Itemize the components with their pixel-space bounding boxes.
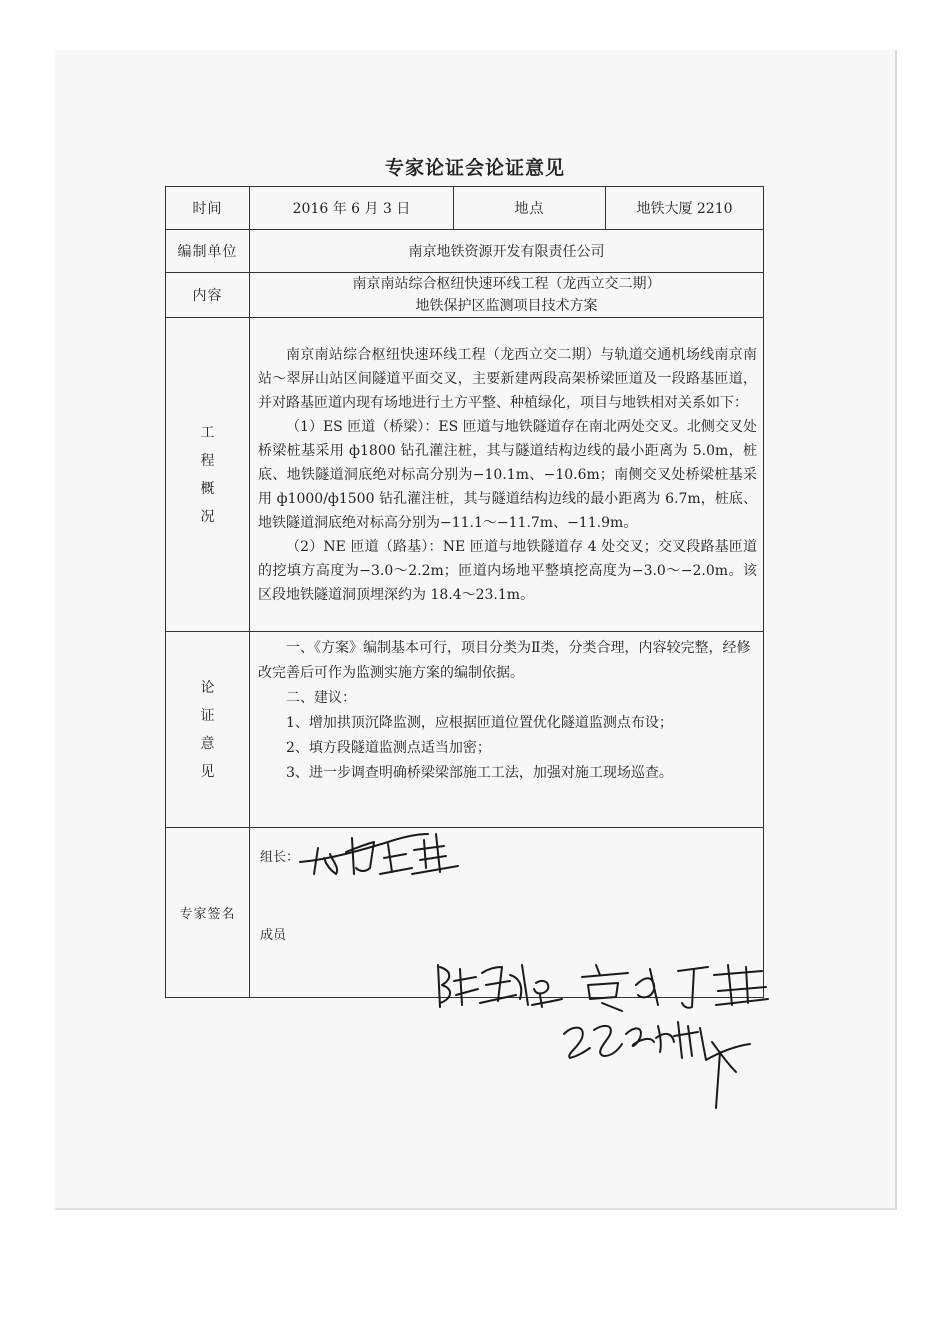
row-opinion xyxy=(166,632,764,828)
opinion-label-char: 证 xyxy=(200,707,215,724)
content-value xyxy=(250,273,764,318)
overview-paragraph: （1）ES 匝道（桥梁）：ES 匝道与地铁隧道存在南北两处交叉。北侧交叉处桥梁桩基采用 ф1800 钻孔灌注桩，其与隧道结构边线的最小距离为 5.0m，桩底、地铁隧道洞底绝对标高分别为−10.1m、−10.6m；南侧交叉处桥梁桩基采用 ф1000/ф1500 钻孔灌注桩，其与隧道结构边线的最小距离为 6.7m，桩底、地铁隧道洞底绝对标高分别为−11.1～−11.7m、−11.9m。 xyxy=(258,418,757,531)
signature-label: 专家签名 xyxy=(166,828,250,998)
unit-label: 编制单位 xyxy=(166,230,250,273)
opinion-label-char: 见 xyxy=(200,763,215,780)
opinion-label-char: 论 xyxy=(200,679,215,696)
overview-label-char: 工 xyxy=(200,424,215,441)
overview-text xyxy=(250,318,764,632)
location-value: 地铁大厦 2210 xyxy=(606,187,764,230)
content-line-1: 南京南站综合枢纽快速环线工程（龙西立交二期） xyxy=(352,276,661,292)
row-content xyxy=(166,273,764,318)
opinion-line: 3、进一步调查明确桥梁梁部施工工法，加强对施工现场巡查。 xyxy=(286,765,673,781)
overview-paragraph: （2）NE 匝道（路基）：NE 匝道与地铁隧道存 4 处交叉；交叉段路基匝道的挖填方高度为−3.0～2.2m；匝道内场地平整填挖高度为−3.0～−2.0m。该区段地铁隧道洞顶埋深约为 18.4～23.1m。 xyxy=(258,538,757,603)
opinion-line: 2、填方段隧道监测点适当加密； xyxy=(286,740,491,756)
row-overview xyxy=(166,318,764,632)
location-label: 地点 xyxy=(454,187,606,230)
opinion-label-char: 意 xyxy=(200,735,215,752)
content-label: 内容 xyxy=(166,273,250,318)
leader-signature xyxy=(296,828,476,880)
member-signature-2 xyxy=(560,1012,760,1112)
opinion-label xyxy=(166,632,250,828)
overview-label-char: 概 xyxy=(200,480,215,497)
leader-label: 组长： xyxy=(260,850,300,865)
time-label: 时间 xyxy=(166,187,250,230)
content-line-2: 地铁保护区监测项目技术方案 xyxy=(415,298,598,314)
member-signature-1 xyxy=(432,955,772,1015)
row-time-location xyxy=(166,187,764,230)
overview-label-char: 况 xyxy=(200,508,215,525)
overview-paragraph: 南京南站综合枢纽快速环线工程（龙西立交二期）与轨道交通机场线南京南站～翠屏山站区间隧道平面交叉，主要新建两段高架桥梁匝道及一段路基匝道，并对路基匝道内现有场地进行土方平整、种植绿化，项目与地铁相对关系如下： xyxy=(258,346,757,411)
members-label: 成员 xyxy=(260,928,287,943)
document-title: 专家论证会论证意见 xyxy=(384,157,565,179)
overview-label xyxy=(166,318,250,632)
opinion-line: 二、建议： xyxy=(286,690,356,706)
opinion-line: 1、增加拱顶沉降监测，应根据匝道位置优化隧道监测点布设； xyxy=(286,715,673,731)
opinion-text xyxy=(250,632,764,828)
row-unit xyxy=(166,230,764,273)
time-value: 2016 年 6 月 3 日 xyxy=(250,187,454,230)
overview-label-char: 程 xyxy=(200,452,215,469)
opinion-line: 一、《方案》编制基本可行，项目分类为Ⅱ类，分类合理，内容较完整，经修改完善后可作为监测实施方案的编制依据。 xyxy=(258,640,751,681)
unit-value: 南京地铁资源开发有限责任公司 xyxy=(250,230,764,273)
